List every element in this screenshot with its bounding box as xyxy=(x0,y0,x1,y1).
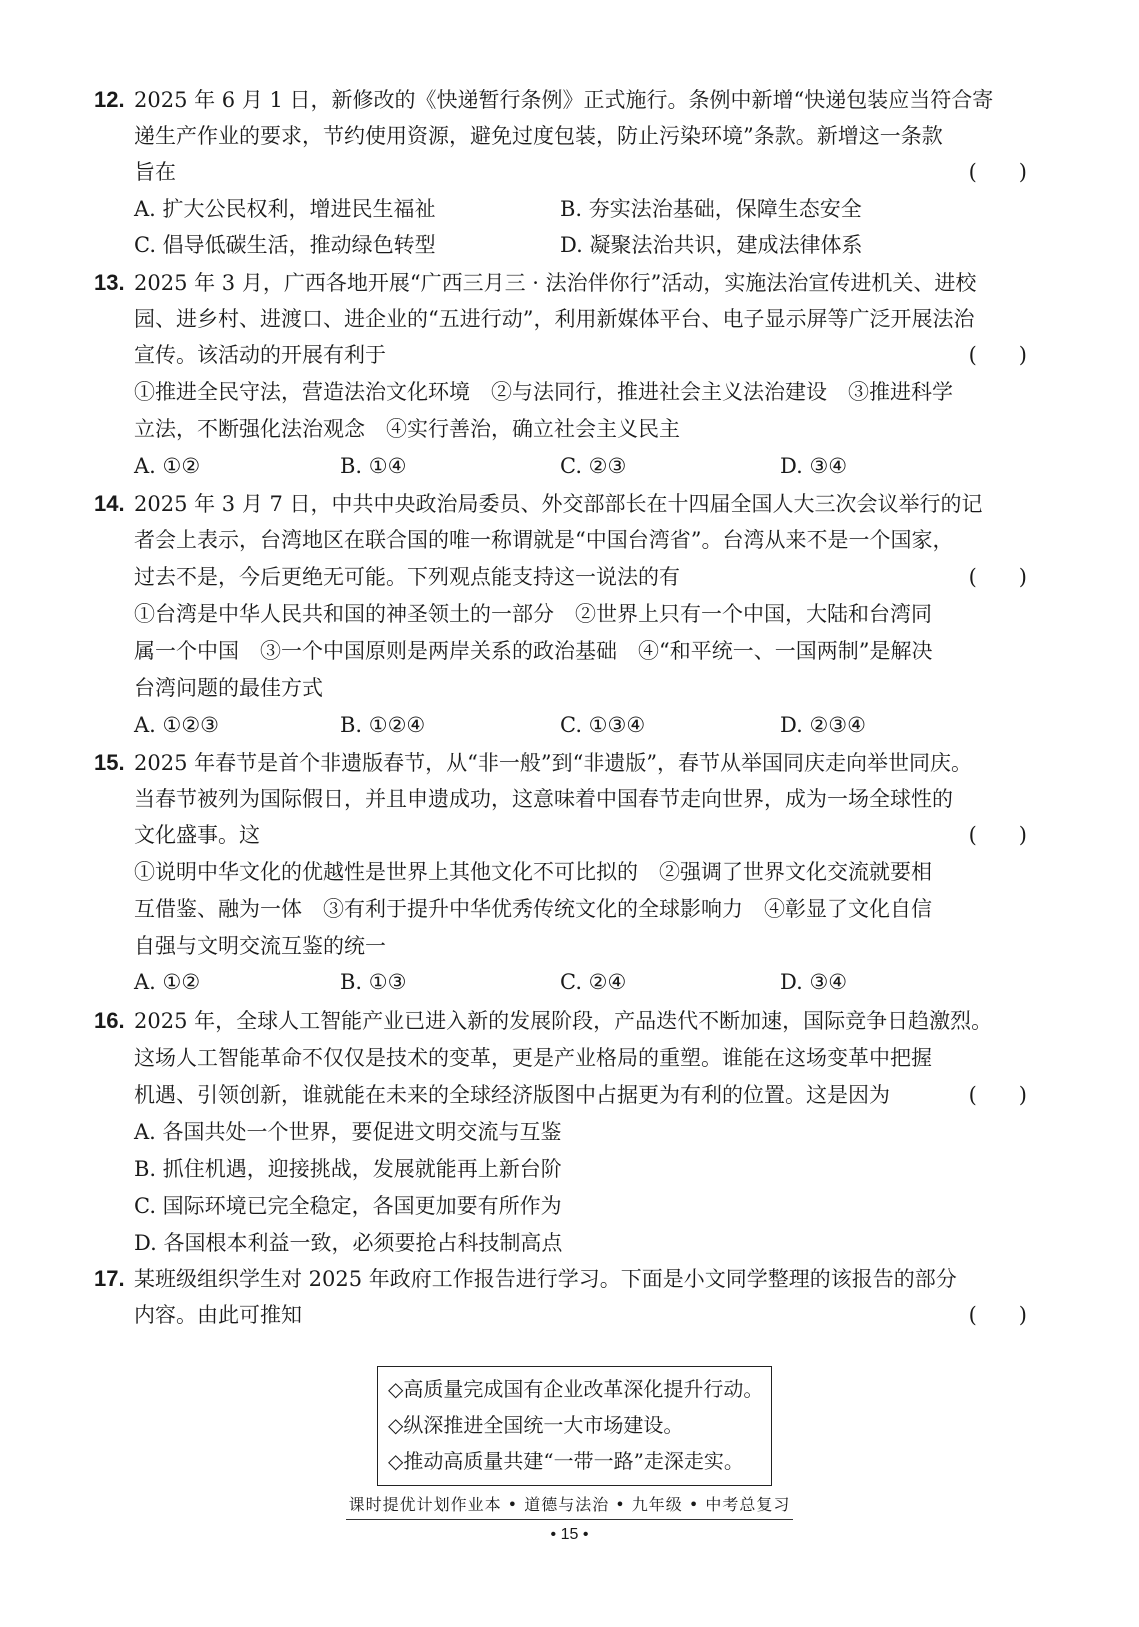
question-text-line: 互借鉴、融为一体 ③有利于提升中华优秀传统文化的全球影响力 ④彰显了文化自信 xyxy=(134,897,932,921)
question-text-line: 园、进乡村、进渡口、进企业的“五进行动”，利用新媒体平台、电子显示屏等广泛开展法治 xyxy=(134,307,975,331)
question-text-line: 文化盛事。这 xyxy=(134,823,260,847)
option-b: B. ①④ xyxy=(340,454,407,478)
question-number: 15. xyxy=(94,750,125,775)
option-c: C. 倡导低碳生活，推动绿色转型 xyxy=(134,233,436,257)
question-text-line: ①说明中华文化的优越性是世界上其他文化不可比拟的 ②强调了世界文化交流就要相 xyxy=(134,860,932,884)
footer-divider xyxy=(346,1519,793,1520)
question-text-line: 内容。由此可推知 xyxy=(134,1303,302,1327)
answer-bracket: ( ) xyxy=(968,160,1027,184)
question-text-line: 者会上表示，台湾地区在联合国的唯一称谓就是“中国台湾省”。台湾从来不是一个国家， xyxy=(134,528,954,552)
option-a: A. ①② xyxy=(134,454,201,478)
option-a: A. 各国共处一个世界，要促进文明交流与互鉴 xyxy=(134,1120,562,1144)
question-text-line: ①推进全民守法，营造法治文化环境 ②与法同行，推进社会主义法治建设 ③推进科学 xyxy=(134,380,953,404)
question-text-line: 旨在 xyxy=(134,160,176,184)
question-number: 12. xyxy=(94,87,125,112)
option-b: B. 夯实法治基础，保障生态安全 xyxy=(560,197,862,221)
question-text-line: 宣传。该活动的开展有利于 xyxy=(134,343,386,367)
excerpt-line: ◇纵深推进全国统一大市场建设。 xyxy=(388,1413,684,1437)
question-number: 14. xyxy=(94,491,125,516)
question-text-line: 这场人工智能革命不仅仅是技术的变革，更是产业格局的重塑。谁能在这场变革中把握 xyxy=(134,1046,932,1070)
question-text-line: ①台湾是中华人民共和国的神圣领土的一部分 ②世界上只有一个中国，大陆和台湾同 xyxy=(134,602,932,626)
question-number: 13. xyxy=(94,270,125,295)
question-text-line: 某班级组织学生对 2025 年政府工作报告进行学习。下面是小文同学整理的该报告的部分 xyxy=(134,1267,957,1291)
answer-bracket: ( ) xyxy=(968,565,1027,589)
answer-bracket: ( ) xyxy=(968,1083,1027,1107)
excerpt-line: ◇高质量完成国有企业改革深化提升行动。 xyxy=(388,1377,764,1401)
question-text-line: 台湾问题的最佳方式 xyxy=(134,676,323,700)
option-c: C. ①③④ xyxy=(560,713,646,737)
question-text-line: 2025 年春节是首个非遗版春节，从“非一般”到“非遗版”，春节从举国同庆走向举世同庆。 xyxy=(134,751,973,775)
option-d: D. 凝聚法治共识，建成法律体系 xyxy=(560,233,863,257)
question-number: 16. xyxy=(94,1008,125,1033)
option-c: C. ②④ xyxy=(560,970,627,994)
question-text-line: 属一个中国 ③一个中国原则是两岸关系的政治基础 ④“和平统一、一国两制”是解决 xyxy=(134,639,933,663)
question-number: 17. xyxy=(94,1266,125,1291)
option-b: B. ①②④ xyxy=(340,713,426,737)
question-text-line: 立法，不断强化法治观念 ④实行善治，确立社会主义民主 xyxy=(134,417,680,441)
excerpt-line: ◇推动高质量共建“一带一路”走深走实。 xyxy=(388,1449,744,1473)
option-c: C. 国际环境已完全稳定，各国更加要有所作为 xyxy=(134,1194,562,1218)
option-d: D. 各国根本利益一致，必须要抢占科技制高点 xyxy=(134,1231,563,1255)
option-d: D. ③④ xyxy=(780,454,848,478)
report-excerpt-box xyxy=(377,1366,772,1486)
question-text-line: 当春节被列为国际假日，并且申遗成功，这意味着中国春节走向世界，成为一场全球性的 xyxy=(134,787,953,811)
option-a: A. ①②③ xyxy=(134,713,219,737)
option-a: A. ①② xyxy=(134,970,201,994)
question-text-line: 2025 年 3 月 7 日，中共中央政治局委员、外交部部长在十四届全国人大三次会议举行的记 xyxy=(134,492,983,516)
question-text-line: 过去不是，今后更绝无可能。下列观点能支持这一说法的有 xyxy=(134,565,680,589)
question-text-line: 自强与文明交流互鉴的统一 xyxy=(134,934,386,958)
answer-bracket: ( ) xyxy=(968,823,1027,847)
question-text-line: 2025 年 6 月 1 日，新修改的《快递暂行条例》正式施行。条例中新增“快递包装应当符合寄 xyxy=(134,88,994,112)
option-b: B. ①③ xyxy=(340,970,407,994)
footer-book-title: 课时提优计划作业本 • 道德与法治 • 九年级 • 中考总复习 xyxy=(348,1495,791,1514)
answer-bracket: ( ) xyxy=(968,343,1027,367)
option-d: D. ③④ xyxy=(780,970,848,994)
option-d: D. ②③④ xyxy=(780,713,866,737)
option-c: C. ②③ xyxy=(560,454,627,478)
option-b: B. 抓住机遇，迎接挑战，发展就能再上新台阶 xyxy=(134,1157,562,1181)
question-text-line: 递生产作业的要求，节约使用资源，避免过度包装，防止污染环境”条款。新增这一条款 xyxy=(134,124,943,148)
page-number: • 15 • xyxy=(550,1526,589,1543)
question-text-line: 2025 年 3 月，广西各地开展“广西三月三 · 法治伴你行”活动，实施法治宣传进机关、进校 xyxy=(134,271,977,295)
option-a: A. 扩大公民权利，增进民生福祉 xyxy=(134,197,436,221)
question-text-line: 机遇、引领创新，谁就能在未来的全球经济版图中占据更为有利的位置。这是因为 xyxy=(134,1083,890,1107)
question-text-line: 2025 年，全球人工智能产业已进入新的发展阶段，产品迭代不断加速，国际竞争日趋激烈。 xyxy=(134,1009,993,1033)
answer-bracket: ( ) xyxy=(968,1303,1027,1327)
